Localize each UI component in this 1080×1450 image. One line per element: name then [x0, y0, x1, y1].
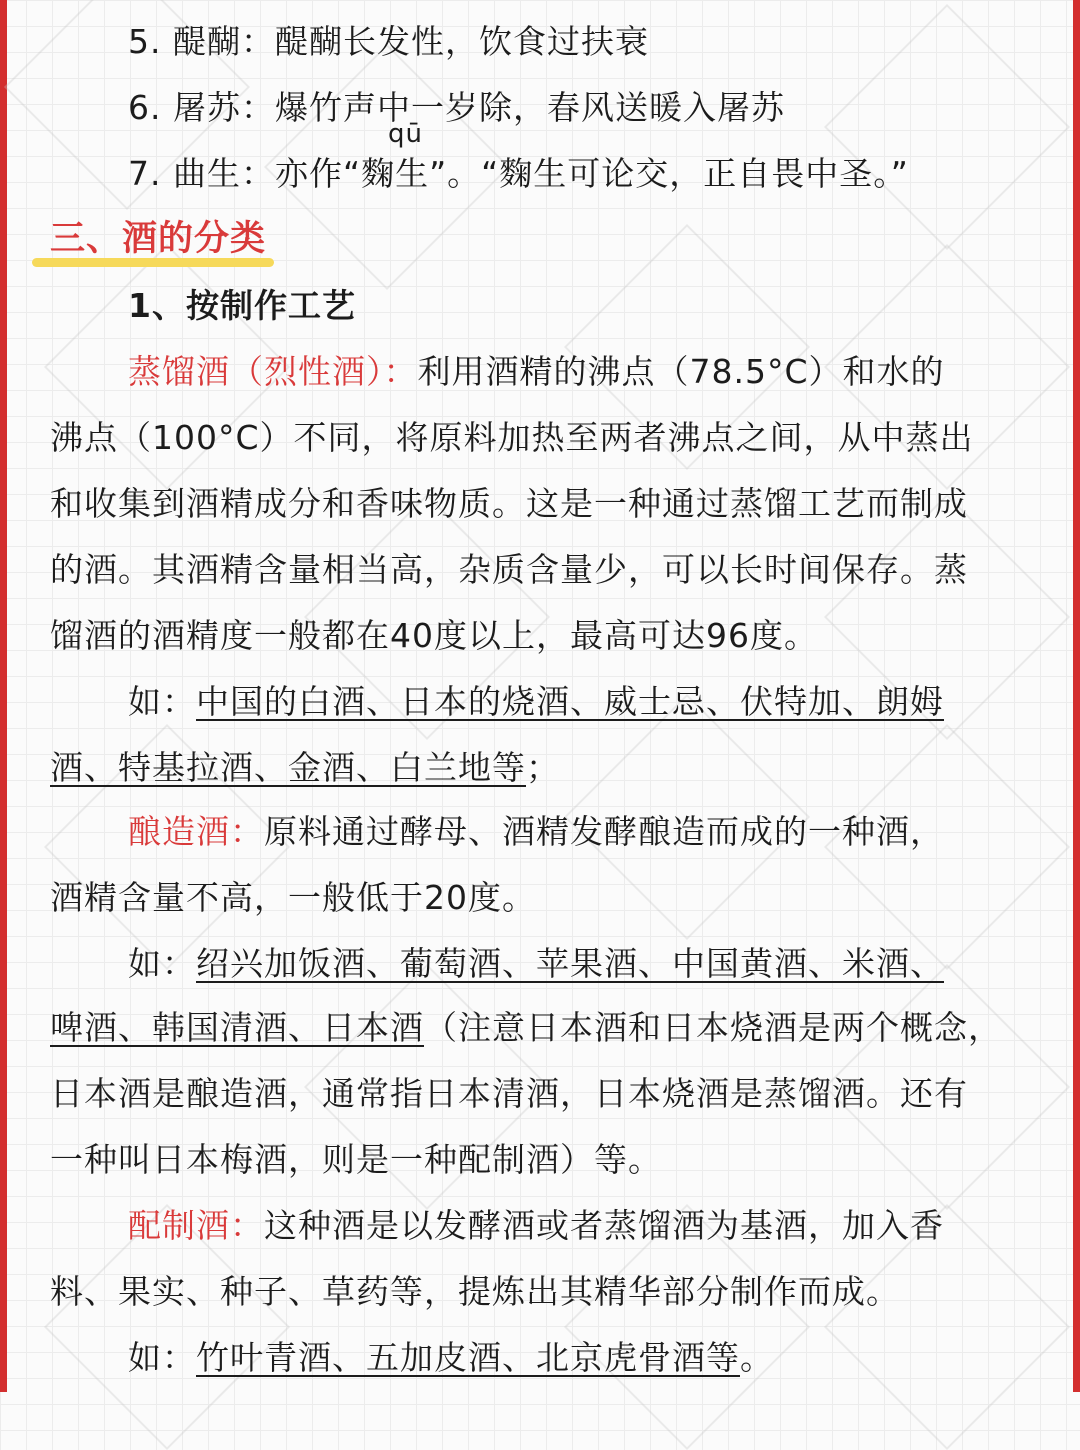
list-item-7: 7. 曲生：亦作“麴生”。“麴生可论交，正自畏中圣。” [128, 154, 909, 193]
compounded-paragraph-line1 [128, 1204, 944, 1248]
distilled-paragraph-line5: 馏酒的酒精度一般都在40度以上，最高可达96度。 [50, 616, 818, 655]
compounded-paragraph-line2: 料、果实、种子、草药等，提炼出其精华部分制作而成。 [50, 1272, 900, 1311]
brewed-text: 原料通过酵母、酒精发酵酿造而成的一种酒， [264, 812, 944, 851]
right-red-border [1073, 0, 1080, 1392]
left-red-border [0, 0, 7, 1392]
distilled-examples-cont: 酒、特基拉酒、金酒、白兰地等 [50, 748, 526, 787]
brewed-examples: 绍兴加饭酒、葡萄酒、苹果酒、中国黄酒、米酒、 [196, 944, 944, 983]
distilled-paragraph-line3: 和收集到酒精成分和香味物质。这是一种通过蒸馏工艺而制成 [50, 484, 968, 523]
pinyin-annotation: qū [388, 119, 423, 149]
distilled-examples: 中国的白酒、日本的烧酒、威士忌、伏特加、朗姆 [196, 682, 944, 721]
brewed-term: 酿造酒： [128, 812, 264, 851]
distilled-paragraph-line1 [128, 350, 945, 394]
list-item-6: 6. 屠苏：爆竹声中一岁除，春风送暖入屠苏 [128, 88, 785, 127]
distilled-example-line2 [50, 746, 560, 790]
brewed-note: （注意日本酒和日本烧酒是两个概念， [424, 1008, 1002, 1047]
brewed-example-line1 [128, 942, 944, 986]
brewed-paragraph-line2: 酒精含量不高，一般低于20度。 [50, 878, 536, 917]
subsection-title: 1、按制作工艺 [128, 286, 356, 325]
section-title: 三、酒的分类 [50, 219, 267, 259]
brewed-examples-cont: 啤酒、韩国清酒、日本酒 [50, 1008, 424, 1047]
brewed-example-line2 [50, 1006, 1002, 1050]
example-prefix: 如： [128, 1338, 196, 1377]
compounded-text: 这种酒是以发酵酒或者蒸馏酒为基酒，加入香 [264, 1206, 944, 1245]
distilled-example-line1 [128, 680, 944, 724]
brewed-paragraph-line1 [128, 810, 944, 854]
compounded-example-line [128, 1336, 774, 1380]
example-prefix: 如： [128, 944, 196, 983]
distilled-paragraph-line4: 的酒。其酒精含量相当高，杂质含量少，可以长时间保存。蒸 [50, 550, 968, 589]
distilled-term: 蒸馏酒（烈性酒）： [128, 352, 418, 391]
compounded-examples: 竹叶青酒、五加皮酒、北京虎骨酒等 [196, 1338, 740, 1377]
watermark-stamp [824, 4, 1070, 250]
brewed-note-line2: 日本酒是酿造酒，通常指日本清酒，日本烧酒是蒸馏酒。还有 [50, 1074, 968, 1113]
list-item-5: 5. 醍醐：醍醐长发性，饮食过扶衰 [128, 22, 649, 61]
example-end: 。 [740, 1338, 774, 1377]
compounded-term: 配制酒： [128, 1206, 264, 1245]
brewed-note-line3: 一种叫日本梅酒，则是一种配制酒）等。 [50, 1140, 662, 1179]
distilled-paragraph-line2: 沸点（100°C）不同，将原料加热至两者沸点之间，从中蒸出 [50, 418, 974, 457]
distilled-text: 利用酒精的沸点（78.5°C）和水的 [417, 352, 945, 391]
example-end: ； [526, 748, 560, 787]
example-prefix: 如： [128, 682, 196, 721]
